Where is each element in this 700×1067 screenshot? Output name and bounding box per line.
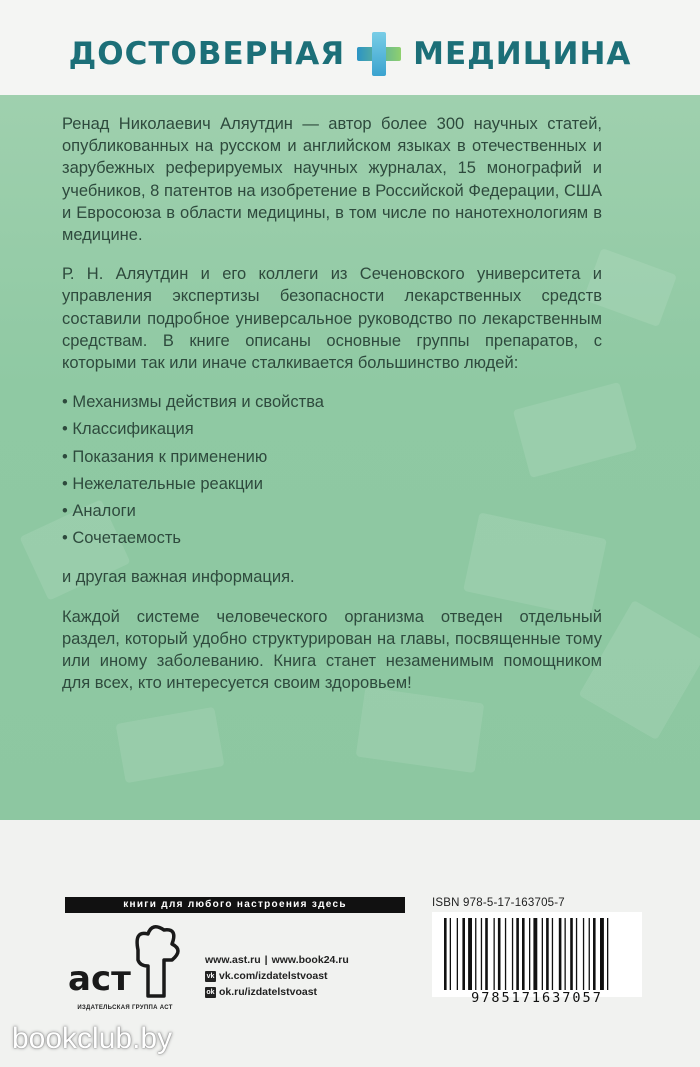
barcode bbox=[432, 912, 642, 997]
description-text bbox=[62, 113, 602, 711]
list-item: • Сочетаемость bbox=[62, 527, 602, 549]
publisher-name: ИЗДАТЕЛЬСКАЯ ГРУППА АСТ bbox=[77, 1005, 173, 1011]
list-item: • Механизмы действия и свойства bbox=[62, 391, 602, 413]
link-separator: | bbox=[264, 954, 268, 966]
series-header bbox=[0, 0, 700, 95]
list-item: • Нежелательные реакции bbox=[62, 473, 602, 495]
series-title bbox=[0, 32, 700, 76]
link-vk[interactable]: vk.com/izdatelstvoast bbox=[219, 970, 328, 982]
other-info-paragraph: и другая важная информация. bbox=[62, 568, 295, 587]
link-ast[interactable]: www.ast.ru bbox=[205, 954, 261, 966]
list-item: • Классификация bbox=[62, 418, 602, 440]
isbn-label: ISBN 978-5-17-163705-7 bbox=[432, 897, 565, 909]
barcode-digits: 9785171637057 bbox=[471, 990, 603, 1006]
description-panel bbox=[0, 95, 700, 820]
series-title-right: МЕДИЦИНА bbox=[413, 36, 632, 72]
closing-paragraph: Каждой системе человеческого организма отведен отдельный раздел, который удобно структурирован на главы, посвященные тому или иному заболеванию. Книга станет незаменимым помощником для всех, кто интересуется своим здоровьем! bbox=[62, 607, 602, 693]
link-book24[interactable]: www.book24.ru bbox=[271, 954, 349, 966]
ok-row bbox=[205, 984, 349, 1000]
list-item: • Показания к применению bbox=[62, 446, 602, 468]
ok-icon: ok bbox=[206, 988, 215, 996]
book-paragraph: Р. Н. Аляутдин и его коллеги из Сеченовского университета и управления экспертизы безопасности лекарственных средств составили подробное универсальное руководство по лекарственным средствам. В книге описаны основные группы препаратов, с которыми так или иначе сталкивается большинство людей: bbox=[62, 265, 602, 373]
publisher-links bbox=[205, 952, 349, 1000]
series-title-left: ДОСТОВЕРНАЯ bbox=[68, 36, 346, 72]
medical-plus-icon bbox=[357, 32, 401, 76]
logo-text: аст bbox=[68, 959, 131, 999]
list-item: • Аналоги bbox=[62, 500, 602, 522]
barcode-bars bbox=[444, 918, 608, 990]
link-ok[interactable]: ok.ru/izdatelstvoast bbox=[219, 986, 318, 998]
vk-icon: vk bbox=[206, 972, 215, 980]
feature-list bbox=[62, 391, 602, 549]
tagline-banner: книги для любого настроения здесь bbox=[65, 897, 405, 913]
author-paragraph: Ренад Николаевич Аляутдин — автор более 300 научных статей, опубликованных на русском и английском языках в отечественных и зарубежных реферируемых научных журналах, 15 монографий и учебников, 8 патентов на изобретение в Российской Федерации, США и Евросоюза в области медицины, в том числе по нанотехнологиям в медицине. bbox=[62, 115, 602, 245]
website-row bbox=[205, 952, 349, 968]
ast-logo bbox=[60, 920, 190, 1000]
watermark: bookclub.by bbox=[12, 1022, 173, 1055]
vk-row bbox=[205, 968, 349, 984]
